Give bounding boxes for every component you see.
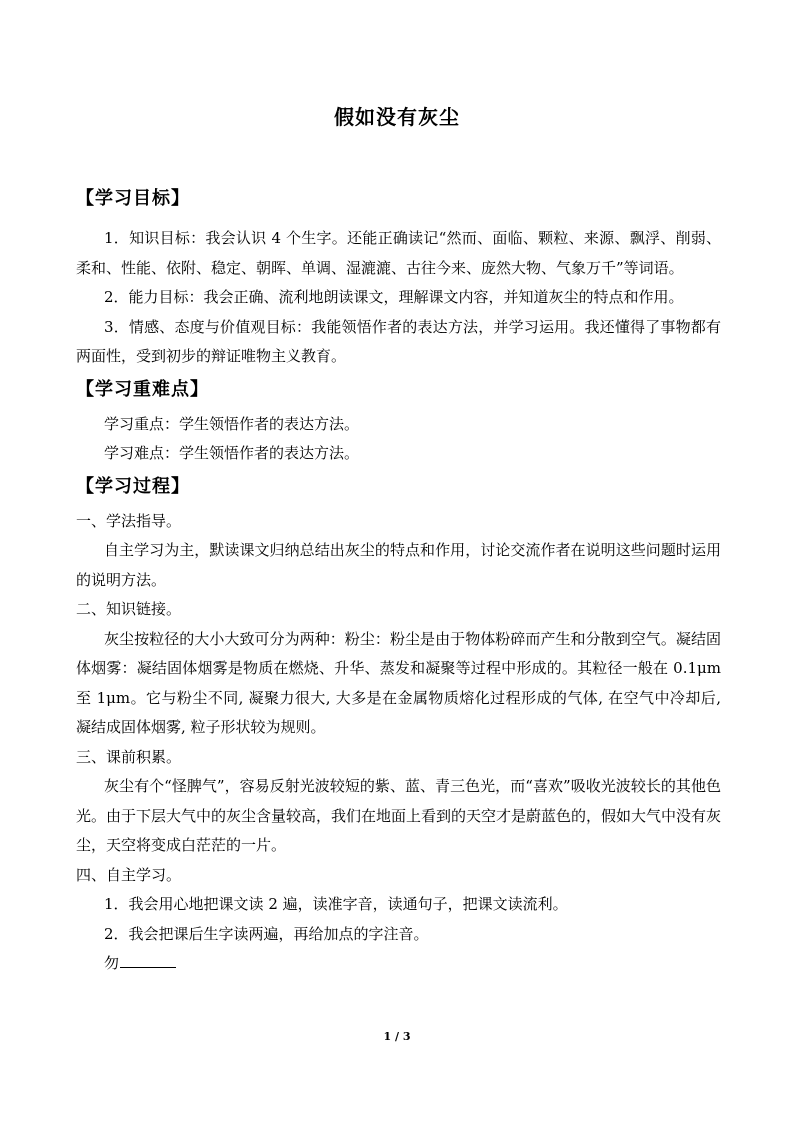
- goal-item-1: 1．知识目标：我会认识 4 个生字。还能正确读记“然而、面临、颗粒、来源、飘浮、削弱、柔和、性能、依附、稳定、朝晖、单调、湿漉漉、古往今来、庞然大物、气象万千”等词语。: [76, 229, 721, 277]
- exercise-char: 勿: [104, 954, 120, 972]
- process-heading: 【学习过程】: [76, 475, 190, 497]
- section3-heading: 三、课前积累。: [76, 747, 182, 766]
- section1-text: 自主学习为主，默读课文归纳总结出灰尘的特点和作用，讨论交流作者在说明这些问题时运用的说明方法。: [76, 541, 721, 589]
- section3-text: 灰尘有个“怪脾气”，容易反射光波较短的紫、蓝、青三色光，而“喜欢”吸收光波较长的其他色光。由于下层大气中的灰尘含量较高，我们在地面上看到的天空才是蔚蓝色的，假如大气中没有灰尘，天空将变成白茫茫的一片。: [76, 777, 722, 854]
- section2-heading: 二、知识链接。: [76, 600, 182, 618]
- document-body: [76, 185, 721, 979]
- keypoints-heading: 【学习重难点】: [76, 378, 209, 400]
- page-number: 1 / 3: [383, 1030, 411, 1043]
- goal-item-3: 3．情感、态度与价值观目标：我能领悟作者的表达方法，并学习运用。我还懂得了事物都有两面性，受到初步的辩证唯物主义教育。: [76, 317, 721, 365]
- section4-heading: 四、自主学习。: [76, 865, 182, 884]
- keypoint-difficulty: 学习难点：学生领悟作者的表达方法。: [104, 444, 360, 462]
- section2-text: 灰尘按粒径的大小大致可分为两种：粉尘：粉尘是由于物体粉碎而产生和分散到空气。凝结固体烟雾：凝结固体烟雾是物质在燃烧、升华、蒸发和凝聚等过程中形成的。其粒径一般在 0.1μm 至 1μm。它与粉尘不同, 凝聚力很大, 大多是在金属物质熔化过程形成的气体, 在空气中冷却后, 凝结成固体烟雾, 粒子形状较为规则。: [76, 629, 721, 736]
- goals-heading: 【学习目标】: [76, 188, 190, 209]
- section4-item-1: 1．我会用心地把课文读 2 遍，读准字音，读通句子，把课文读流利。: [104, 895, 568, 913]
- section1-heading: 一、学法指导。: [76, 511, 182, 530]
- document-title: 假如没有灰尘: [334, 105, 460, 129]
- answer-blank[interactable]: [120, 953, 176, 968]
- goal-item-2: 2．能力目标：我会正确、流利地朗读课文，理解课文内容，并知道灰尘的特点和作用。: [104, 288, 684, 306]
- exercise-line: [76, 949, 721, 979]
- section4-item-2: 2．我会把课后生字读两遍，再给加点的字注音。: [104, 924, 429, 943]
- keypoint-focus: 学习重点：学生领悟作者的表达方法。: [104, 414, 360, 433]
